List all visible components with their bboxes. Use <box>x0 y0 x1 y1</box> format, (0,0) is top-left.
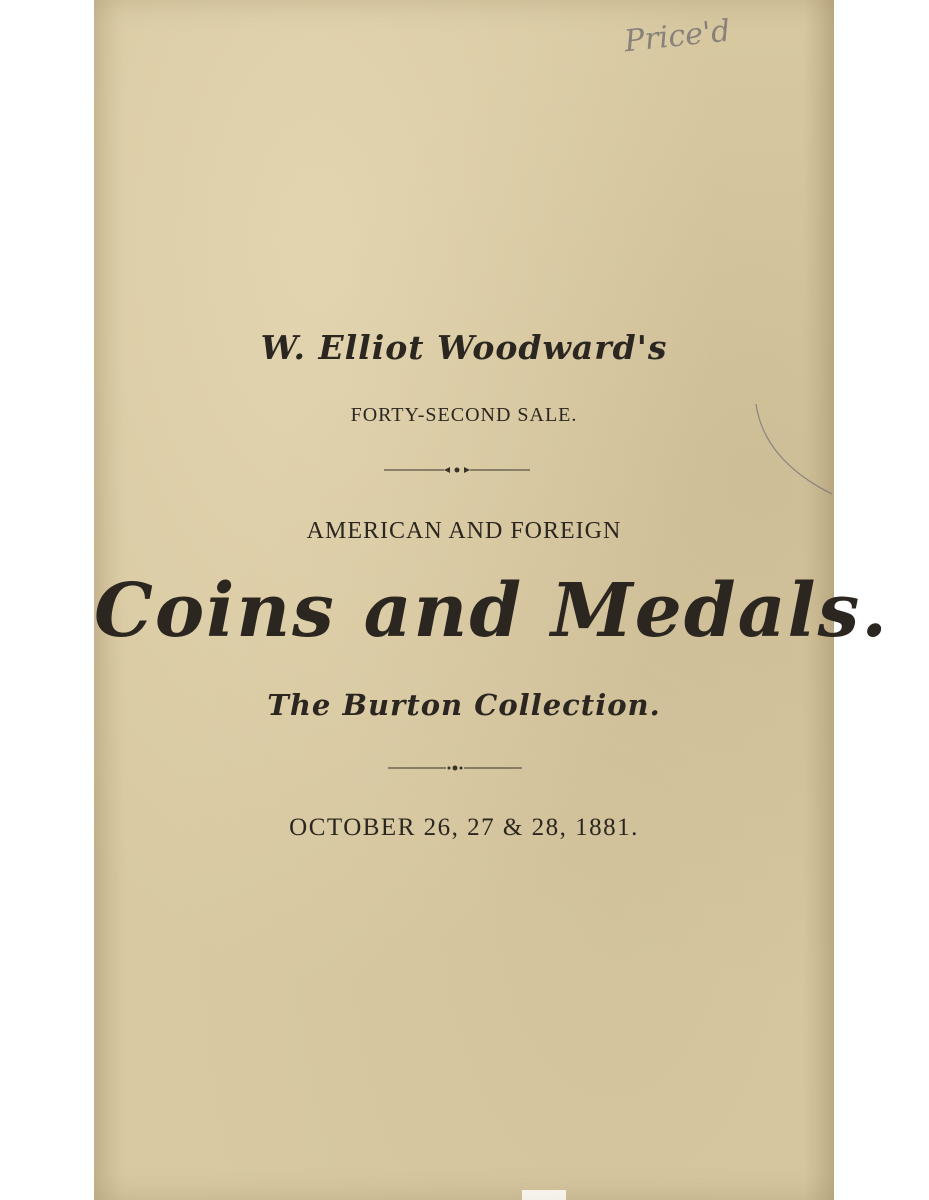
collection-name: The Burton Collection. <box>267 688 661 722</box>
ornamental-divider-bottom <box>388 763 522 773</box>
subtitle: AMERICAN AND FOREIGN <box>306 518 622 544</box>
ornament-rule-icon <box>388 763 522 773</box>
edge-tear <box>522 1190 566 1200</box>
auctioneer-name: W. Elliot Woodward's <box>260 328 668 367</box>
ornamental-divider-top <box>384 465 530 475</box>
pencil-mark <box>744 400 834 500</box>
sale-number: FORTY-SECOND SALE. <box>350 404 578 426</box>
catalog-cover <box>94 0 890 1200</box>
ornament-rule-icon <box>384 465 530 475</box>
pencil-annotation: Price'd <box>622 13 732 60</box>
sale-dates: OCTOBER 26, 27 & 28, 1881. <box>289 814 639 841</box>
main-title: Coins and Medals. <box>94 568 890 654</box>
